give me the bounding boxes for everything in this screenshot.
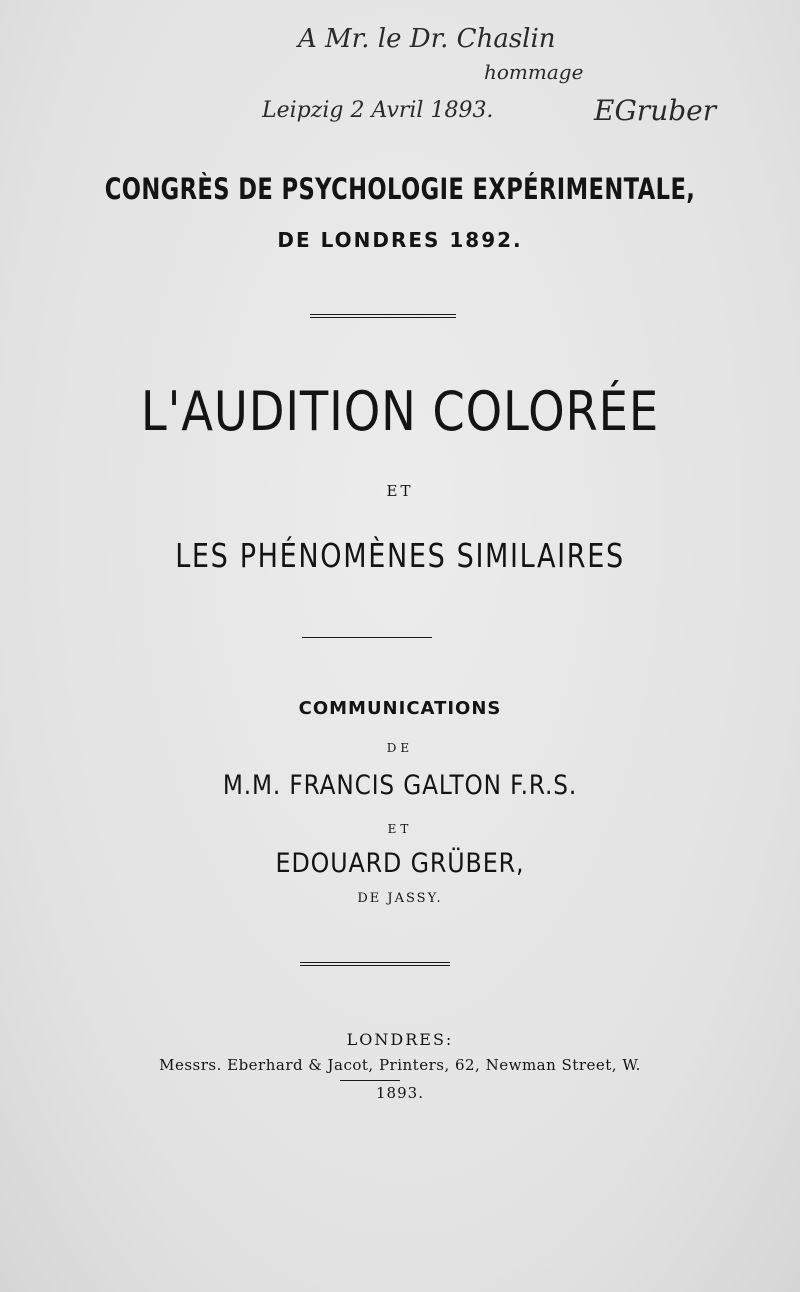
- handwritten-hommage: hommage: [484, 60, 584, 84]
- author-origin: DE JASSY.: [357, 891, 443, 906]
- rule-middle: [302, 637, 432, 638]
- congress-location-year: DE LONDRES 1892.: [277, 228, 523, 252]
- subtitle: LES PHÉNOMÈNES SIMILAIRES: [175, 536, 625, 575]
- handwritten-dedication: A Mr. le Dr. Chaslin: [298, 24, 556, 54]
- double-rule-bottom: [300, 962, 450, 966]
- author-galton: M.M. FRANCIS GALTON F.R.S.: [222, 770, 578, 801]
- handwritten-signature: EGruber: [594, 94, 717, 127]
- main-title: L'AUDITION COLORÉE: [140, 380, 660, 443]
- imprint-city: LONDRES:: [346, 1030, 454, 1049]
- imprint-rule: [340, 1080, 400, 1081]
- communications-label: COMMUNICATIONS: [298, 698, 502, 719]
- imprint-year: 1893.: [376, 1084, 424, 1102]
- author-gruber: EDOUARD GRÜBER,: [275, 848, 525, 879]
- congress-heading: CONGRÈS DE PSYCHOLOGIE EXPÉRIMENTALE,: [104, 172, 696, 206]
- et-label: ET: [387, 822, 413, 836]
- title-conjunction: ET: [386, 482, 414, 500]
- imprint-printer: Messrs. Eberhard & Jacot, Printers, 62, Newman Street, W.: [159, 1056, 641, 1074]
- handwritten-place-date: Leipzig 2 Avril 1893.: [262, 98, 494, 123]
- double-rule-top: [310, 314, 456, 318]
- de-label: DE: [386, 741, 414, 755]
